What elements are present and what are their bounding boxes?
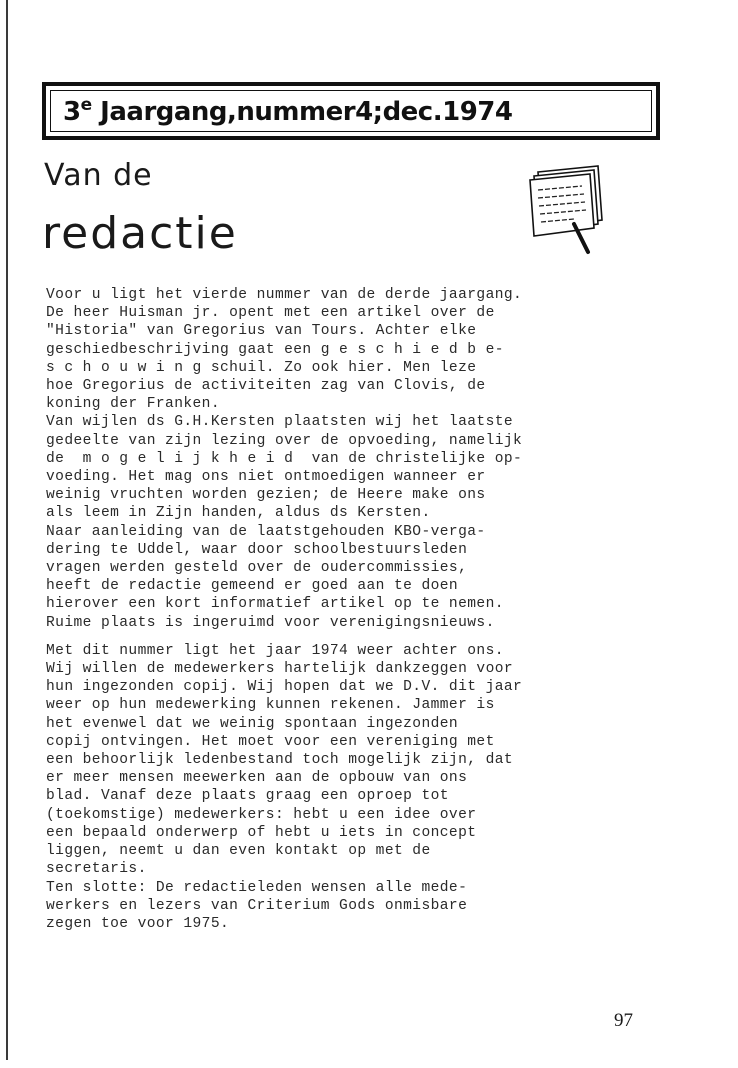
text-line: hun ingezonden copij. Wij hopen dat we D.V. dit jaar bbox=[46, 679, 523, 696]
edition-banner-inner bbox=[50, 90, 652, 132]
text-line: s c h o u w i n g schuil. Zo ook hier. Men leze bbox=[46, 359, 477, 376]
edition-superscript: e bbox=[80, 95, 92, 115]
paragraph-2 bbox=[46, 642, 676, 933]
text-line: koning der Franken. bbox=[46, 396, 220, 413]
text-line: hierover een kort informatief artikel op te nemen. bbox=[46, 596, 504, 613]
text-line: geschiedbeschrijving gaat een g e s c h i e d b e- bbox=[46, 341, 504, 358]
text-line: weinig vruchten worden gezien; de Heere make ons bbox=[46, 487, 486, 504]
edition-banner bbox=[42, 82, 660, 140]
page-left-edge bbox=[6, 0, 8, 1060]
text-line: het evenwel dat we weinig spontaan ingezonden bbox=[46, 715, 459, 732]
text-line: als leem in Zijn handen, aldus ds Kersten. bbox=[46, 505, 431, 522]
section-title-line2: redactie bbox=[42, 208, 238, 259]
text-line: Ten slotte: De redactieleden wensen alle mede- bbox=[46, 879, 468, 896]
text-line: Ruime plaats is ingeruimd voor verenigingsnieuws. bbox=[46, 614, 495, 631]
section-title-line1: Van de bbox=[44, 158, 153, 193]
text-line: secretaris. bbox=[46, 861, 147, 878]
text-line: werkers en lezers van Criterium Gods onmisbare bbox=[46, 897, 468, 914]
text-line: Voor u ligt het vierde nummer van de derde jaargang. bbox=[46, 287, 523, 303]
paragraph-1 bbox=[46, 286, 676, 632]
document-stack-icon bbox=[524, 158, 608, 256]
text-line: weer op hun medewerking kunnen rekenen. Jammer is bbox=[46, 697, 495, 714]
text-line: zegen toe voor 1975. bbox=[46, 915, 230, 932]
page-number: 97 bbox=[614, 1010, 633, 1031]
text-line: "Historia" van Gregorius van Tours. Achter elke bbox=[46, 323, 477, 340]
text-line: Wij willen de medewerkers hartelijk dankzeggen voor bbox=[46, 661, 514, 678]
text-line: Naar aanleiding van de laatstgehouden KBO-verga- bbox=[46, 523, 486, 540]
edition-label bbox=[63, 95, 512, 127]
text-line: Van wijlen ds G.H.Kersten plaatsten wij het laatste bbox=[46, 414, 514, 431]
text-line: vragen werden gesteld over de oudercommissies, bbox=[46, 560, 468, 577]
text-line: De heer Huisman jr. opent met een artikel over de bbox=[46, 305, 495, 322]
text-line: een bepaald onderwerp of hebt u iets in concept bbox=[46, 824, 477, 841]
text-line: blad. Vanaf deze plaats graag een oproep tot bbox=[46, 788, 449, 805]
text-line: een behoorlijk ledenbestand toch mogelijk zijn, dat bbox=[46, 752, 514, 769]
text-line: voeding. Het mag ons niet ontmoedigen wanneer er bbox=[46, 469, 486, 486]
text-line: liggen, neemt u dan even kontakt op met de bbox=[46, 843, 431, 860]
text-line: dering te Uddel, waar door schoolbestuursleden bbox=[46, 541, 468, 558]
text-line: copij ontvingen. Het moet voor een vereniging met bbox=[46, 733, 495, 750]
text-line: er meer mensen meewerken aan de opbouw van ons bbox=[46, 770, 468, 787]
edition-rest: Jaargang,nummer4;dec.1974 bbox=[91, 97, 513, 127]
text-line: de m o g e l i j k h e i d van de christelijke op- bbox=[46, 450, 523, 467]
text-line: heeft de redactie gemeend er goed aan te doen bbox=[46, 578, 459, 595]
text-line: gedeelte van zijn lezing over de opvoeding, namelijk bbox=[46, 432, 523, 449]
edition-ordinal: 3 bbox=[63, 97, 81, 127]
text-line: (toekomstige) medewerkers: hebt u een idee over bbox=[46, 806, 477, 823]
text-line: Met dit nummer ligt het jaar 1974 weer achter ons. bbox=[46, 642, 504, 659]
editorial-body bbox=[46, 286, 676, 933]
text-line: hoe Gregorius de activiteiten zag van Clovis, de bbox=[46, 378, 486, 395]
